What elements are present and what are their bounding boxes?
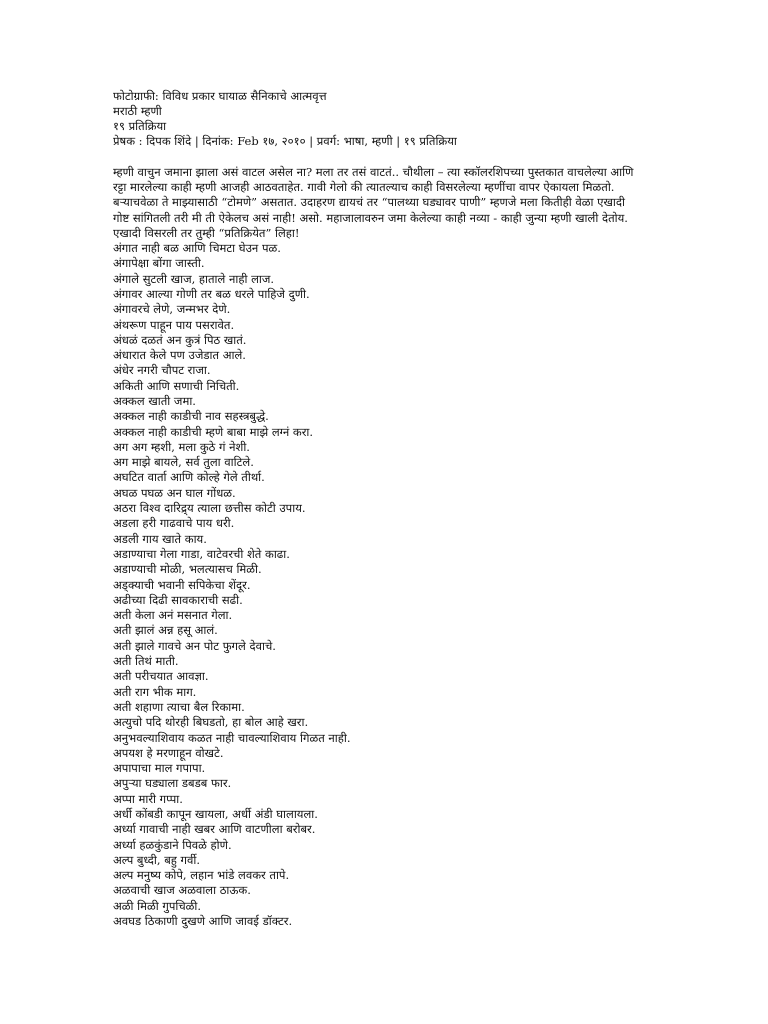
proverb-item: अघटित वार्ता आणि कोल्हे गेले तीर्था. xyxy=(113,470,265,485)
proverb-item: अती झाले गावचे अन पोट फुगले देवाचे. xyxy=(113,638,276,653)
proverb-item: अल्प बुध्दी, बहु गर्वी. xyxy=(113,852,201,867)
proverb-item: अग अग म्हशी, मला कुठे गं नेशी. xyxy=(113,439,250,454)
proverb-item: अढीच्या दिढी सावकाराची सढी. xyxy=(113,592,243,607)
intro-line: म्हणी वाचुन जमाना झाला असं वाटल असेल ना? मला तर तसं वाटतं.. चौथीला – त्या स्कॉलरशिपच्या पुस्तकात वाचलेल्या आणि xyxy=(113,165,634,179)
intro-line: रट्टा मारलेल्या काही म्हणी आजही आठवताहेत. गावी गेलो की त्यातल्याच काही विसरलेल्या म्हणींचा वापर ऐकायला मिळतो. xyxy=(113,180,615,195)
proverb-item: अग माझे बायले, सर्व तुला वाटिले. xyxy=(113,455,254,470)
proverb-item: अपुऱ्या घड्याला डबडब फार. xyxy=(113,776,232,791)
proverb-item: अनुभवल्याशिवाय कळत नाही चावल्याशिवाय गिळत नाही. xyxy=(113,730,351,745)
intro-line: गोष्ट सांगितली तरी मी ती ऐकेलच असं नाही! असो. महाजालावरुन जमा केलेल्या काही नव्या - काही जुन्या म्हणी खाली देतोय. xyxy=(113,210,628,225)
proverb-item: अपयश हे मरणाहून वोखटे. xyxy=(113,745,224,760)
proverb-item: अकिती आणि सणाची निचिती. xyxy=(113,378,240,393)
proverb-item: अडाण्याची मोळी, भलत्यासच मिळी. xyxy=(113,562,262,577)
proverb-item: अडली गाय खाते काय. xyxy=(113,531,207,546)
proverb-item: अक्कल नाही काडीची नाव सहस्त्रबुद्धे. xyxy=(113,409,269,424)
proverb-item: अत्युचो पदि थोरही बिघडतो, हा बोल आहे खरा. xyxy=(113,715,309,730)
proverb-item: अल्प मनुष्य कोपे, लहान भांडे लवकर तापे. xyxy=(113,868,290,883)
proverb-item: अर्ध्या हळकुंडाने पिवळे होणे. xyxy=(113,837,232,852)
post-meta: प्रेषक : दिपक शिंदे | दिनांक: Feb १७, २०१० | प्रवर्ग: भाषा, म्हणी | १९ प्रतिक्रिया xyxy=(113,134,457,148)
intro-line: एखादी विसरली तर तुम्ही “प्रतिक्रियेत” लिहा! xyxy=(113,225,300,240)
proverb-item: अप्पा मारी गप्पा. xyxy=(113,791,183,806)
proverb-item: अती शहाणा त्याचा बैल रिकामा. xyxy=(113,699,245,714)
proverb-item: अती परीचयात आवज्ञा. xyxy=(113,669,209,684)
proverb-item: अंगावरचे लेणे, जन्मभर देणे. xyxy=(113,302,231,317)
proverb-item: अती झालं अन्न हसू आलं. xyxy=(113,623,218,638)
proverb-item: अडाण्याचा गेला गाडा, वाटेवरची शेते काढा. xyxy=(113,546,290,561)
proverb-item: अवघड ठिकाणी दुखणे आणि जावई डॉक्टर. xyxy=(113,914,293,929)
proverb-item: अक्कल नाही काडीची म्हणे बाबा माझे लग्नं करा. xyxy=(113,424,314,439)
proverb-item: अंगापेक्षा बोंगा जास्ती. xyxy=(113,256,205,271)
proverb-item: अती राग भीक माग. xyxy=(113,684,197,699)
proverb-item: अंधेर नगरी चौपट राजा. xyxy=(113,363,211,378)
proverb-item: अडला हरी गाढवाचे पाय धरी. xyxy=(113,516,235,531)
proverb-item: अंधळं दळतं अन कुत्रं पिठ खातं. xyxy=(113,332,247,347)
proverb-item: अड्क्याची भवानी सपिकेचा शेंदूर. xyxy=(113,577,251,592)
intro-paragraph xyxy=(113,165,658,241)
proverb-item: अर्ध्या गावाची नाही खबर आणि वाटणीला बरोबर. xyxy=(113,822,316,837)
reaction-count: १९ प्रतिक्रिया xyxy=(113,119,167,133)
intro-line: बऱ्याचवेळा ते माझ्यासाठी “टोमणे” असतात. उदाहरण द्यायचं तर “पालथ्या घड्यावर पाणी” म्हणजे मला कितीही वेळा एखादी xyxy=(113,195,625,210)
proverb-list xyxy=(113,241,658,929)
proverb-item: अपापाचा माल गपापा. xyxy=(113,761,206,776)
proverb-item: अंगात नाही बळ आणि चिमटा घेउन पळ. xyxy=(113,241,281,256)
proverb-item: अंथरूण पाहून पाय पसरावेत. xyxy=(113,317,235,332)
document-subtitle: मराठी म्हणी xyxy=(113,104,162,118)
proverb-item: अळी मिळी गुपचिळी. xyxy=(113,898,202,913)
proverb-item: अंगाले सुटली खाज, हाताले नाही लाज. xyxy=(113,271,275,286)
proverb-item: अंगावर आल्या गोणी तर बळ धरले पाहिजे दुणी. xyxy=(113,286,310,301)
proverb-item: अळवाची खाज अळवाला ठाऊक. xyxy=(113,883,251,898)
proverb-item: अठरा विश्व दारिद्र्य त्याला छत्तीस कोटी उपाय. xyxy=(113,501,306,516)
document-page xyxy=(113,89,658,929)
document-title: फोटोग्राफी: विविध प्रकार घायाळ सैनिकाचे आत्मवृत्त xyxy=(113,89,327,103)
proverb-item: अती तिथं माती. xyxy=(113,654,179,669)
proverb-item: अर्धी कोंबडी कापून खायला, अर्धी अंडी घालायला. xyxy=(113,807,318,821)
proverb-item: अक्कल खाती जमा. xyxy=(113,393,196,408)
proverb-item: अंधारात केले पण उजेडात आले. xyxy=(113,348,246,363)
proverb-item: अती केला अनं मसनात गेला. xyxy=(113,608,233,623)
proverb-item: अघळ पघळ अन घाल गोंधळ. xyxy=(113,485,236,500)
